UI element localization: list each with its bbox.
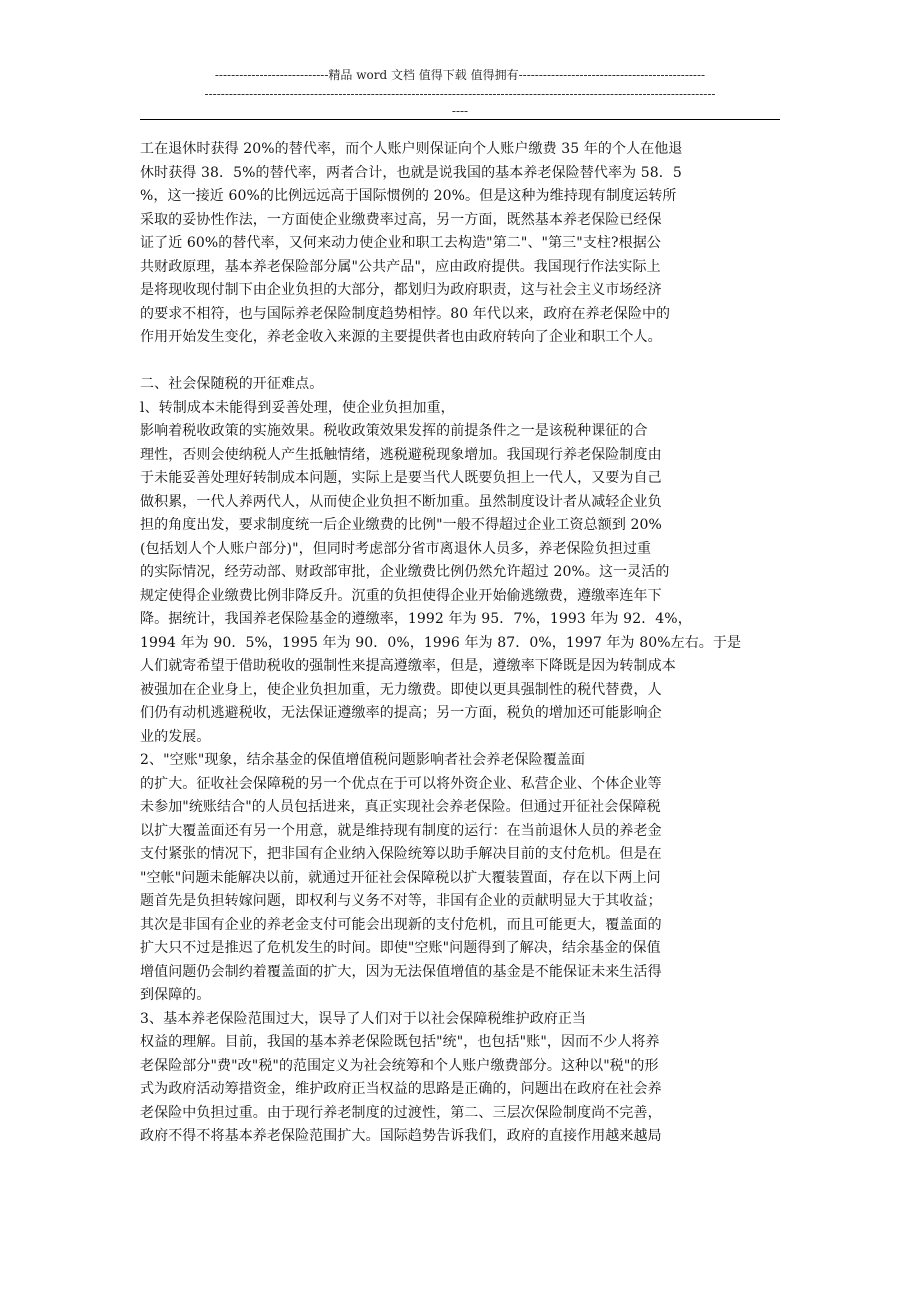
text-line: 降。据统计，我国养老保险基金的遵缴率，1992 年为 95．7%，1993 年为 92．4%， — [140, 611, 692, 627]
text-line: 作用开始发生变化，养老金收入来源的主要提供者也由政府转向了企业和职工个人。 — [140, 329, 662, 345]
text-line: 采取的妥协性作法，一方面使企业缴费率过高，另一方面，既然基本养老保险已经保 — [140, 211, 662, 228]
text-line: 1994 年为 90．5%，1995 年为 90．0%，1996 年为 87．0%，1997 年为 80%左右。于是 — [140, 634, 742, 651]
text-line: 未参加"统账结合"的人员包括进来，真正实现社会养老保险。但通过开征社会保障税 — [140, 799, 661, 815]
text-line: 被强加在企业身上，使企业负担加重，无力缴费。即使以更具强制性的税代替费，人 — [140, 681, 662, 698]
text-line: 老保险部分"费"改"税"的范围定义为社会统筹和个人账户缴费部分。这种以"税"的形 — [140, 1057, 659, 1074]
document-body — [140, 138, 780, 1149]
text-line: 业的发展。 — [140, 728, 211, 745]
header-banner: ----------------------------精品 word 文档 值得下载 值得拥有---------------------------------------------- — [214, 68, 706, 82]
header-dash-tail: ---- — [451, 104, 469, 118]
text-line: 工在退休时获得 20%的替代率，而个人账户则保证向个人账户缴费 35 年的个人在他退 — [140, 141, 683, 157]
section-heading: 二、社会保随税的开征难点。 — [140, 376, 324, 392]
text-line: 共财政原理，基本养老保险部分属"公共产品"，应由政府提供。我国现行作法实际上 — [140, 258, 661, 275]
paragraph-3 — [140, 773, 780, 1008]
text-line: 支付紧张的情况下，把非国有企业纳入保险统筹以助手解决目前的支付危机。但是在 — [140, 846, 662, 862]
text-line: 影响着税收政策的实施效果。税收政策效果发挥的前提条件之一是该税种课征的合 — [140, 423, 648, 439]
text-line: 的要求不相符，也与国际养老保险制度趋势相悖。80 年代以来，政府在养老保险中的 — [140, 305, 671, 322]
text-line: (包括划人个人账户部分)"，但同时考虑部分省市离退休人员多，养老保险负担过重 — [140, 540, 652, 557]
paragraph-4 — [140, 1031, 780, 1149]
subsection-1-heading: l、转制成本未能得到妥善处理，使企业负担加重， — [140, 399, 455, 416]
text-line: 老保险中负担过重。由于现行养老制度的过渡性，第二、三层次保险制度尚不完善， — [140, 1104, 662, 1121]
subsection-2-heading: 2、"空账"现象，结余基金的保值增值税问题影响者社会养老保险覆盖面 — [140, 752, 586, 768]
text-line: 的扩大。征收社会保障税的另一个优点在于可以将外资企业、私营企业、个体企业等 — [140, 775, 662, 792]
text-line: 政府不得不将基本养老保险范围扩大。国际趋势告诉我们，政府的直接作用越来越局 — [140, 1128, 662, 1144]
text-line: 的实际情况，经劳动部、财政部审批，企业缴费比例仍然允许超过 20%。这一灵活的 — [140, 564, 670, 580]
blank-line — [140, 350, 780, 374]
text-line: 增值问题仍会制约着覆盖面的扩大，因为无法保值增值的基金是不能保证未来生活得 — [140, 963, 662, 980]
text-line: %，这一接近 60%的比例远远高于国际惯例的 20%。但是这种为维持现有制度运转所 — [140, 188, 677, 204]
text-line: 其次是非国有企业的养老金支付可能会出现新的支付危机，而且可能更大，覆盖面的 — [140, 916, 662, 933]
text-line: 人们就寄希望于借助税收的强制性来提高遵缴率，但是，遵缴率下降既是因为转制成本 — [140, 658, 676, 674]
header-rule — [140, 119, 780, 120]
text-line: 规定使得企业缴费比例非降反升。沉重的负担使得企业开始偷逃缴费，遵缴率连年下 — [140, 587, 662, 604]
text-line: 扩大只不过是推迟了危机发生的时间。即使"空账"问题得到了解决，结余基金的保值 — [140, 940, 661, 956]
text-line: 权益的理解。目前，我国的基本养老保险既包括"统"，也包括"账"，因而不少人将养 — [140, 1034, 660, 1050]
text-line: 担的角度出发，要求制度统一后企业缴费的比例"一般不得超过企业工资总额到 20% — [140, 517, 662, 533]
text-line: 到保障的。 — [140, 987, 211, 1003]
text-line: 于未能妥善处理好转制成本问题，实际上是要当代人既要负担上一代人，又要为自己 — [140, 470, 662, 486]
text-line: 休时获得 38．5%的替代率，两者合计，也就是说我国的基本养老保险替代率为 58．5 — [140, 164, 682, 181]
text-line: 们仍有动机逃避税收，无法保证遵缴率的提高；另一方面，税负的增加还可能影响企 — [140, 705, 662, 721]
text-line: 式为政府活动筹措资金，维护政府正当权益的思路是正确的，问题出在政府在社会养 — [140, 1081, 662, 1097]
header-dash-line: ------------------------------------------------------------------------------------------------------------------------------ — [204, 87, 716, 101]
text-line: 是将现收现付制下由企业负担的大部分，都划归为政府职责，这与社会主义市场经济 — [140, 282, 662, 298]
text-line: 题首先是负担转嫁问题，即权利与义务不对等，非国有企业的贡献明显大于其收益； — [140, 893, 662, 909]
paragraph-1 — [140, 138, 780, 350]
text-line: "空帐"问题未能解决以前，就通过开征社会保障税以扩大覆装置面，存在以下两上问 — [140, 869, 661, 886]
paragraph-2 — [140, 420, 780, 749]
text-line: 以扩大覆盖面还有另一个用意，就是维持现有制度的运行：在当前退休人员的养老金 — [140, 822, 662, 839]
subsection-3-heading: 3、基本养老保险范围过大，误导了人们对于以社会保障税维护政府正当 — [140, 1010, 587, 1027]
text-line: 理性，否则会使纳税人产生抵触情绪，逃税避税现象增加。我国现行养老保险制度由 — [140, 446, 662, 463]
text-line: 做积累，一代人养两代人，从而使企业负担不断加重。虽然制度设计者从减轻企业负 — [140, 493, 662, 510]
text-line: 证了近 60%的替代率，又何来动力使企业和职工去构造"第二"、"第三"支柱?根据公 — [140, 235, 661, 251]
